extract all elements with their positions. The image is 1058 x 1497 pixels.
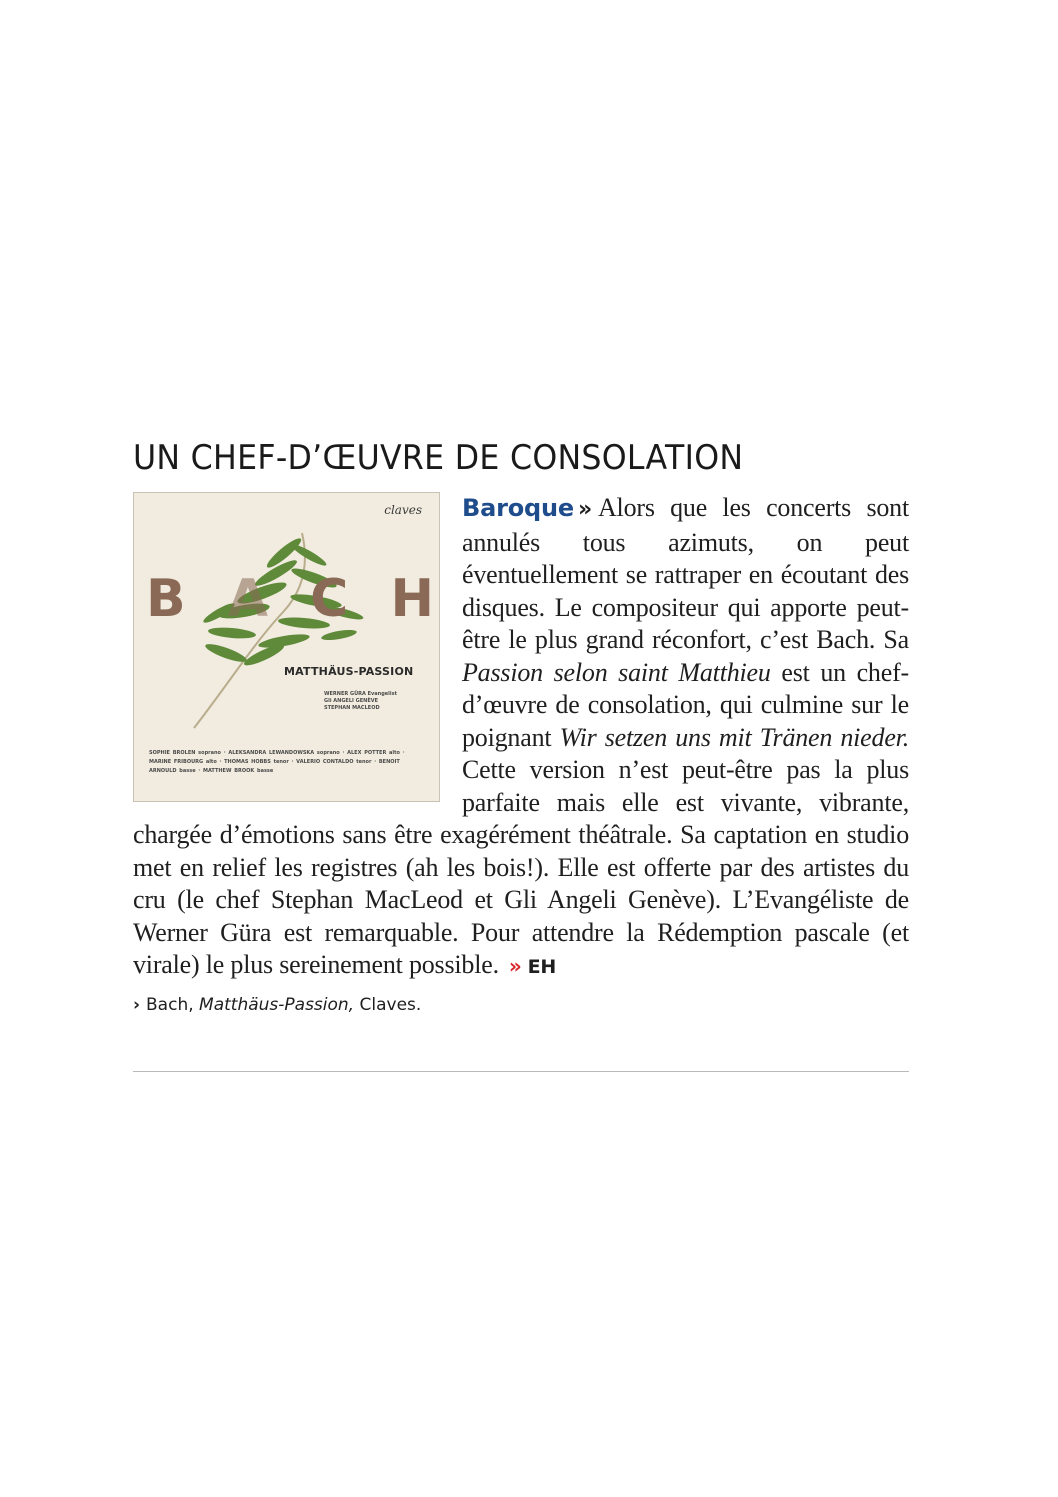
article — [133, 436, 909, 1018]
cover-credit: WERNER GÜRA Evangelist — [324, 691, 397, 697]
headline: UN CHEF-D’ŒUVRE DE CONSOLATION — [133, 438, 744, 478]
cover-letter: A — [227, 569, 271, 629]
cover-letter: H — [390, 569, 436, 629]
divider — [133, 1071, 909, 1072]
cover-title — [146, 569, 436, 629]
cover-soloists: SOPHIE BROLEN soprano · ALEKSANDRA LEWANDOWSKA soprano · ALEX POTTER alto · MARINE FRIBOURG alto · THOMAS HOBBS tenor · VALERIO CONTALDO tenor · BENOIT ARNOULD basse · MATTHEW BROOK basse — [149, 750, 405, 774]
aria-title: Wir setzen uns mit Tränen nieder. — [559, 722, 909, 752]
chevron-right-icon: › — [133, 994, 141, 1015]
cover-letter: C — [310, 569, 351, 629]
record-label: claves — [384, 503, 422, 517]
album-cover — [133, 492, 440, 802]
body-text: Alors que les concerts sont annulés tous azimuts, on peut éventuellement se rattraper en écoutant des disques. Le compositeur qui apporte peut-être le plus grand réconfort, c’est Bach. Sa — [462, 493, 909, 654]
end-arrows: » — [508, 954, 522, 978]
cover-subtitle: MATTHÄUS-PASSION — [284, 665, 414, 678]
cover-letter: B — [146, 569, 188, 629]
work-title: Passion selon saint Matthieu — [462, 657, 771, 687]
body-text: est un chef-d’œuvre de consolation, qui culmine sur le poignant — [462, 657, 909, 752]
source-composer: Bach, — [146, 994, 200, 1015]
body-text: Cette version n’est peut-être pas la plus parfaite mais elle est vivante, vibrante, chargée d’émotions sans être exagérément théâtrale. Sa captation en studio met en relief les registres (ah les bois!). Elle est offerte par des artistes du cru (le chef Stephan MacLeod et Gli Angeli Genève). L’Evangéliste de Werner Güra est remarquable. Pour attendre la Rédemption pascale (et virale) le plus sereinement possible. — [133, 755, 909, 979]
kicker: Baroque — [462, 494, 574, 522]
cover-credit: Gli ANGELI GENÈVE — [324, 698, 379, 704]
kicker-arrows: » — [577, 497, 592, 522]
source-label: Claves. — [354, 994, 422, 1015]
author-signature: EH — [527, 956, 557, 978]
cover-credit: STEPHAN MACLEOD — [324, 705, 380, 711]
album-reference — [133, 992, 909, 1018]
cover-credits — [324, 691, 397, 712]
source-work: Matthäus-Passion, — [199, 994, 355, 1015]
